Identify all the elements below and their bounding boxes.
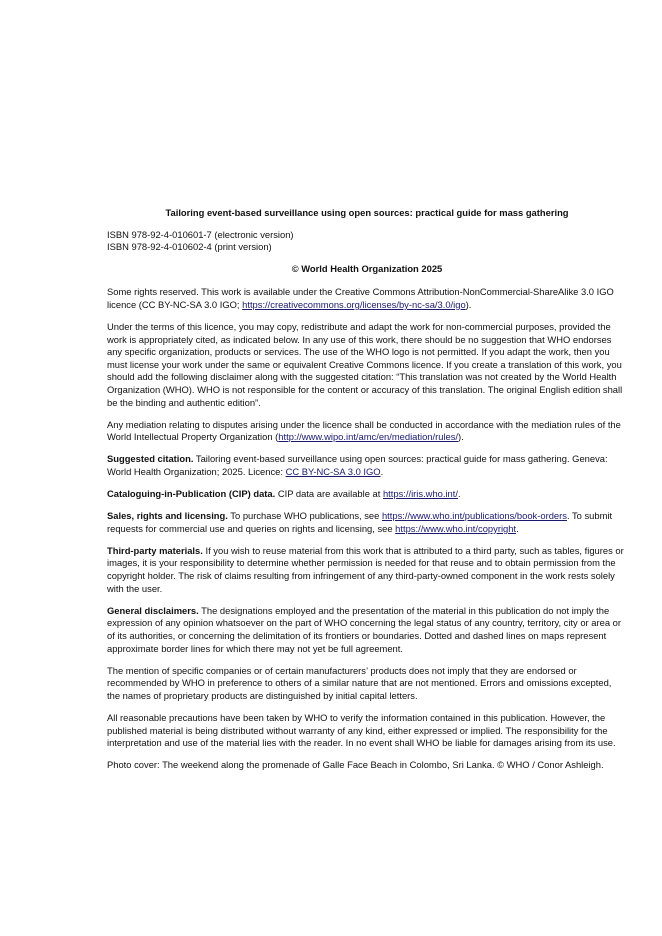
precautions-paragraph: All reasonable precautions have been taken by WHO to verify the information contained in this publication. However, the published material is being distributed without warranty of any kind, either expressed or implied. The responsibility for the interpretation and use of the material lies with the reader. In no event shall WHO be liable for damages arising from its use.	[107, 711, 616, 749]
sales-text: To purchase WHO publications, see	[227, 510, 382, 522]
rights-tail: ).	[465, 298, 472, 310]
manufacturers-paragraph: The mention of specific companies or of certain manufacturers’ products does not imply that they are endorsed or recommended by WHO in preference to others of a similar nature that are not mentioned. Errors and omissions excepted, the names of proprietary products are distinguished by initial capital letters.	[107, 664, 612, 701]
sales-mid: . To submit requests for commercial use and queries on rights and licensing, see	[107, 510, 613, 534]
isbn-print: ISBN 978-92-4-010602-4 (print version)	[107, 241, 272, 253]
disclaimers-text: The designations employed and the presentation of the material in this publication do not imply the expression of any opinion whatsoever on the part of WHO concerning the legal status of any country, territory, city or area or of its authorities, or concerning the delimitation of its frontiers or boundaries. Dotted and dashed lines on maps represent approximate border lines for which there may not yet be full agreement.	[107, 604, 621, 654]
sales-paragraph	[107, 510, 627, 535]
licence-link[interactable]: CC BY-NC-SA 3.0 IGO	[285, 466, 381, 477]
publication-title: Tailoring event-based surveillance using open sources: practical guide for mass gathering	[165, 207, 569, 218]
copyright-notice: © World Health Organization 2025	[291, 262, 443, 274]
disclaimers-paragraph	[107, 605, 627, 655]
licence-terms-paragraph: Under the terms of this licence, you may copy, redistribute and adapt the work for non-commercial purposes, provided the work is appropriately cited, as indicated below. In any use of this work, there should be no suggestion that WHO endorses any specific organization, products or services. The use of the WHO logo is not permitted. If you adapt the work, then you must license your work under the same or equivalent Creative Commons licence. If you create a translation of this work, you should add the following disclaimer along with the suggested citation: “This translation was not created by the World Health Organization (WHO). WHO is not responsible for the content or accuracy of this translation. The original English edition shall be the binding and authentic edition”.	[107, 321, 623, 408]
rights-paragraph	[107, 286, 627, 311]
disclaimers-heading: General disclaimers.	[107, 604, 199, 616]
third-party-heading: Third-party materials.	[107, 544, 203, 556]
citation-paragraph	[107, 453, 627, 478]
citation-heading: Suggested citation.	[107, 453, 194, 465]
iris-link[interactable]: https://iris.who.int/	[382, 488, 458, 500]
sales-heading: Sales, rights and licensing.	[107, 510, 228, 522]
third-party-paragraph	[107, 545, 627, 595]
rights-text: Some rights reserved. This work is available under the Creative Commons Attribution-NonCommercial-ShareAlike 3.0 IGO licence (CC BY-NC-SA 3.0 IGO;	[107, 286, 614, 310]
cip-tail: .	[457, 488, 461, 500]
copyright-page	[107, 207, 627, 781]
mediation-tail: ).	[458, 431, 464, 443]
photo-credit: Photo cover: The weekend along the promenade of Galle Face Beach in Colombo, Sri Lanka. © WHO / Conor Ashleigh.	[107, 759, 604, 771]
wipo-mediation-link[interactable]: http://www.wipo.int/amc/en/mediation/rules/	[278, 431, 459, 443]
cip-heading: Cataloguing-in-Publication (CIP) data.	[107, 488, 276, 500]
cip-paragraph	[107, 488, 627, 501]
cip-text: CIP data are available at	[275, 488, 383, 500]
copyright-link[interactable]: https://www.who.int/copyright	[395, 522, 517, 534]
third-party-text: If you wish to reuse material from this work that is attributed to a third party, such as tables, figures or images, it is your responsibility to determine whether permission is needed for that reuse and to obtain permission from the copyright holder. The risk of claims resulting from infringement of any third-party-owned component in the work rests solely with the user.	[107, 544, 624, 594]
mediation-text: Any mediation relating to disputes arising under the licence shall be conducted in accordance with the mediation rules of the World Intellectual Property Organization (	[107, 418, 621, 443]
citation-tail: .	[380, 466, 384, 477]
mediation-paragraph	[107, 419, 627, 444]
citation-text: Tailoring event-based surveillance using open sources: practical guide for mass gathering. Geneva: World Health Organization; 2025. Licence:	[107, 453, 608, 477]
sales-tail: .	[516, 522, 519, 534]
isbn-electronic: ISBN 978-92-4-010601-7 (electronic version)	[107, 228, 294, 240]
cc-licence-link[interactable]: https://creativecommons.org/licenses/by-nc-sa/3.0/igo	[242, 298, 466, 310]
book-orders-link[interactable]: https://www.who.int/publications/book-orders	[381, 510, 567, 522]
